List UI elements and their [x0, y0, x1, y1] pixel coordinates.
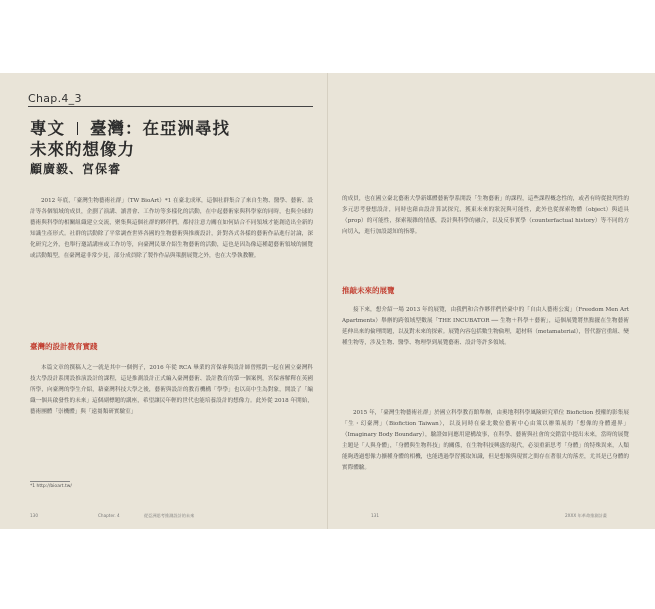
title-separator: [77, 122, 79, 135]
chapter-label: Chap.4_3: [28, 92, 82, 105]
article-authors: 顧廣毅、宮保睿: [30, 162, 122, 176]
article-title-line2: 未來的想像力: [30, 140, 135, 159]
footnote: *1 http://bioart.tw/: [30, 484, 72, 489]
footnote-rule: [30, 481, 70, 482]
left-folio-chapter: Chapter. 4: [98, 513, 120, 518]
left-section-heading: 臺灣的設計教育實踐: [30, 342, 98, 351]
right-page-number: 131: [371, 513, 379, 518]
right-paragraph-2: 接下來，想介紹一場 2013 年的展覽，由我們和合作夥伴們於臺中的「自由人藝術公寓」（Freedom Men Art Apartments）舉辦的跨領域型數展「THE INCUBATOR ── 生物＋科學＋藝術」，這個展覽將焦點擺在生物藝術延伸出來的倫理問題，以及對未來的探索。展覽內容包括數生物倫理，超材料（metamaterial），替代器官重組、變種生物等，涉及生物、醫學、物理學到展覽藝術、設計等許多領域。: [342, 307, 629, 346]
left-paragraph-2: 本篇文章的撰稿人之一就是其中一個例子，2016 年從 RCA 畢業的宮保睿與設計師曾熙凱一起在國立臺灣科技大學設計系開設推演設計的課程，這是推測設計正式編入臺灣藝術、設計教育的第一個案例，宮保睿解釋在英國所學，向臺灣的學生介紹，藉臺灣科技大學之後，藝術與設計的教育機構「學學」也以高中生為對象，開設了「編織一個具啟發性的未來」這個副標題的講座，希望讓民年輕的世代也能培養設計的想像力。此外從 2018 年開始，藝術團體「崇機體」與「遠芻類研實驗室」: [30, 365, 313, 415]
right-paragraph-3: 2015 年，「臺灣生物藝術社群」於國立科學教育館舉辦，由奧地利科學風險研究單位 Biofiction 授權的影集展「生・幻臺灣」（Biofiction Taiwan），以及同時在臺北數位藝術中心由策以辦策展的「想像的身體邊界」（Imaginary Body Boundary），驗證如同應用建構故事，在科學、藝術與社會的交錯當中提出未來，當時的展覽主題是「人與身體」，「身體與生物科技」的關係，在生物科技興盛的現代，必須重新思考「身體」的特殊異來，人類能夠透過想像力擴種身體的相機，也能透過學習獲取知識，但是想像與現實之間存在著很大的落差，尤其是已身體的實際體驗。: [342, 410, 629, 471]
chapter-rule: [28, 106, 313, 107]
left-folio-title: 從亞洲思考推測設計的未來: [144, 513, 195, 518]
right-folio-title: 2XXX 年革命推測計畫: [565, 513, 607, 518]
left-paragraph-1: 2012 年底，「臺灣生物藝術社群」（TW BioArt）*1 在臺北成軍，這個社群集合了來自生物、醫學、藝術、設計等各個領域的成員，企劃了演講、讀書會、工作坊等多樣化的活動，在中起藝術家與科學家的同時，也與全球的藝術與科學的相關組織建立交流，聚集與這個社群的夥伴們，都持注意力關在如何結合不同領域才能創造出全新的知識生產形式。社群的活動除了平常調查世界各國的生物藝術與推廣設計，針對各式各樣的藝術作品進行討論，深化研究之外，也舉行邀請講座或工作坊等，向臺灣民眾介紹生物藝術的活動，這也是因為像這種超藝術領域的圖覽或活動類型，在臺灣還非常少見，部分成員除了製作作品與策劃展覽之外，也在大學執教鞭。: [30, 198, 313, 259]
left-page-number: 130: [30, 513, 38, 518]
right-paragraph-1: 的成員，也在國立臺北藝術大學新媒體藝術學系開設「生物藝術」的課程，這些課程概念性的，或者有時從批判性的多元思考發想設計，同時也藉由設計算試探究，獲東未來的狀況與可能性，此外也從探索物體（object）與道具（prop）的可能性，探索報雜的情感，設計與科學的融合，以及反事實學（counterfactual history）等不同的方向切入，進行加設認知的指導。: [342, 196, 629, 235]
title-prefix: 專文: [30, 119, 65, 138]
title-main: 臺灣：在亞洲尋找: [90, 119, 230, 138]
right-section-heading: 推敲未來的展覽: [342, 286, 395, 295]
page-gutter: [327, 73, 328, 529]
book-spread: [0, 73, 655, 529]
